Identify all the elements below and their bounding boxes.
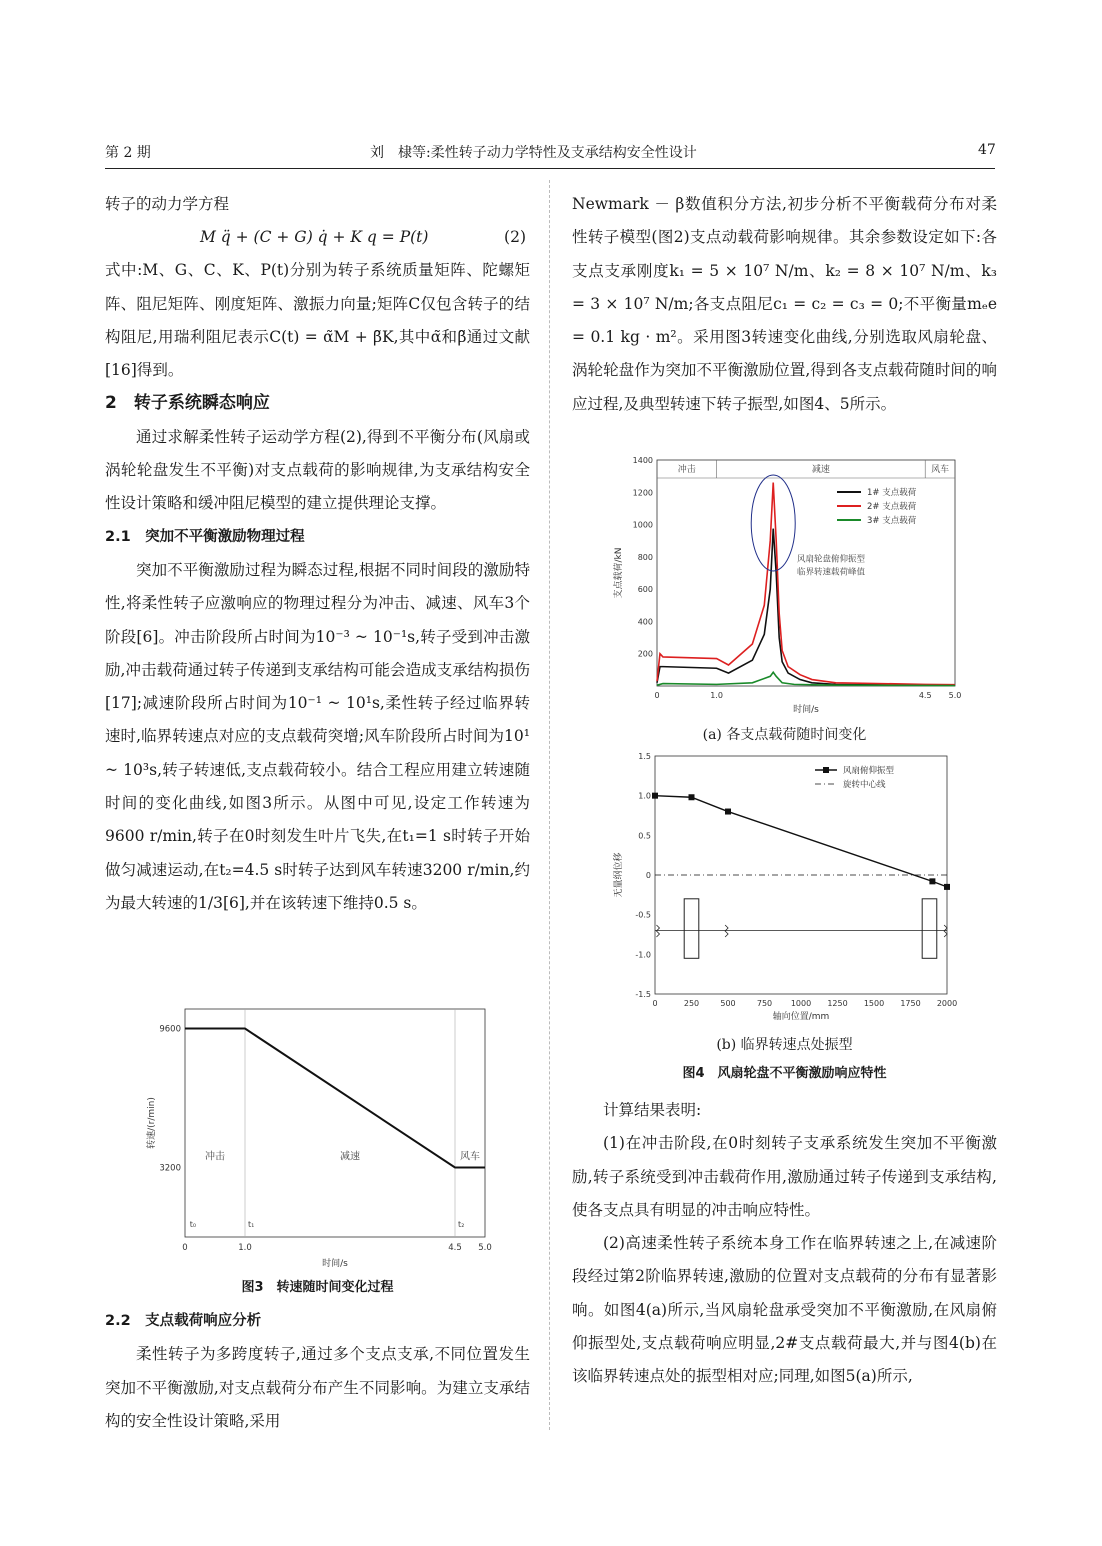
y-tick-label: 1000 [632, 520, 653, 530]
subsection-heading-2-2: 2.2 支点载荷响应分析 [105, 1313, 262, 1329]
y-axis-label: 无量纲位移 [614, 852, 624, 898]
right-column-bottom [572, 1094, 997, 1394]
x-tick-label: 0 [652, 999, 658, 1008]
figure-3-chart [140, 995, 520, 1270]
y-tick-label: 0 [645, 871, 651, 880]
phase-label: 冲击 [205, 1151, 225, 1163]
series-line-1 [657, 529, 955, 686]
y-tick-label: 200 [637, 649, 653, 659]
y-tick-label: 600 [637, 585, 653, 595]
paragraph-newmark: Newmark － β数值积分方法,初步分析不平衡载荷分布对柔性转子模型(图2)支点动载荷影响规律。其余参数设定如下:各支点支承刚度k₁ = 5 × 10⁷ N/m、k₂ = 8 × 10⁷ N/m、k₃ = 3 × 10⁷ N/m;各支点阻尼c₁ = c₂ = c₃ = 0;不平衡量mₑe = 0.1 kg · m²。采用图3转速变化曲线,分别选取风扇轮盘、涡轮轮盘作为突加不平衡激励位置,得到各支点载荷随时间的响应过程,及典型转速下转子振型,如图4、5所示。 [572, 195, 997, 413]
left-column [105, 188, 530, 920]
equation-intro: 转子的动力学方程 [105, 195, 230, 213]
x-tick-label: 1000 [790, 999, 812, 1008]
x-axis-label: 轴向位置/mm [772, 1012, 830, 1022]
legend-label: 3# 支点载荷 [867, 516, 917, 526]
series-line-2 [657, 483, 955, 685]
bearing-spring-icon [656, 925, 659, 937]
x-tick-label: 0 [654, 691, 660, 700]
left-column-bottom [105, 1305, 530, 1438]
figure-4b [605, 750, 965, 1030]
phase-label: 风车 [931, 465, 950, 475]
result-1: (1)在冲击阶段,在0时刻转子支承系统发生突加不平衡激励,转子系统受到冲击载荷作用,激励通过转子传递到支承结构,使各支点具有明显的冲击响应特性。 [572, 1134, 997, 1219]
y-tick-label: 1.0 [638, 791, 651, 801]
right-column-top [572, 188, 997, 421]
y-tick-label: 3200 [159, 1163, 181, 1174]
legend-marker [823, 767, 829, 773]
equation-explanation: 式中:M、G、C、K、P(t)分别为转子系统质量矩阵、陀螺矩阵、阻尼矩阵、刚度矩阵、激振力向量;矩阵C仅包含转子的结构阻尼,用瑞利阻尼表示C(t) = α̃M + β̃K,其中α̃和β̃通过文献[16]得到。 [105, 261, 530, 380]
y-tick-label: 1.5 [638, 752, 651, 761]
plot-frame [185, 1009, 485, 1237]
peak-annotation: 临界转速载荷峰值 [797, 567, 866, 578]
figure-4b-chart [605, 750, 965, 1030]
figure-4-caption: 图4 风扇轮盘不平衡激励响应特性 [682, 1066, 887, 1081]
figure-3 [140, 995, 520, 1270]
y-tick-label: 1200 [632, 488, 653, 498]
y-tick-label: 400 [637, 617, 653, 627]
x-tick-label: 5.0 [478, 1243, 492, 1253]
x-tick-label: 750 [756, 999, 773, 1008]
paragraph-2-2: 柔性转子为多跨度转子,通过多个支点支承,不同位置发生突加不平衡激励,对支点载荷分布产生不同影响。为建立支承结构的安全性设计策略,采用 [105, 1345, 530, 1430]
figure-3-caption: 图3 转速随时间变化过程 [241, 1280, 394, 1295]
x-tick-label: 250 [683, 999, 700, 1008]
y-tick-label: 9600 [159, 1024, 181, 1035]
time-marker: t₁ [248, 1220, 255, 1229]
legend-label: 风扇俯仰振型 [843, 766, 895, 776]
disk-rectangle [922, 899, 937, 959]
mode-shape-point [689, 794, 695, 800]
y-tick-label: -1.0 [635, 950, 651, 960]
x-tick-label: 500 [720, 999, 736, 1008]
y-axis-label: 转速/(r/min) [147, 1097, 157, 1149]
x-axis-label: 时间/s [793, 705, 819, 715]
x-axis-label: 时间/s [322, 1259, 348, 1269]
y-tick-label: 800 [637, 552, 653, 562]
legend-label: 1# 支点载荷 [867, 488, 917, 498]
y-tick-label: -0.5 [635, 910, 651, 920]
y-tick-label: -1.5 [635, 990, 651, 999]
figure-4a [605, 452, 965, 717]
column-divider [549, 180, 550, 1430]
x-tick-label: 2000 [936, 999, 958, 1008]
figure-4a-caption: (a) 各支点载荷随时间变化 [702, 727, 867, 743]
speed-curve [185, 1029, 485, 1168]
issue-number: 第 2 期 [105, 145, 151, 161]
y-tick-label: 0.5 [638, 831, 651, 841]
phase-label: 减速 [811, 465, 830, 475]
x-tick-label: 5.0 [948, 691, 962, 700]
paragraph-sec2: 通过求解柔性转子运动学方程(2),得到不平衡分布(风扇或涡轮轮盘发生不平衡)对支点载荷的影响规律,为支承结构安全性设计策略和缓冲阻尼模型的建立提供理论支撑。 [105, 427, 530, 513]
disk-rectangle [684, 899, 699, 959]
figure-4a-chart [605, 452, 965, 717]
result-2: (2)高速柔性转子系统本身工作在临界转速之上,在减速阶段经过第2阶临界转速,激励的位置对支点载荷的分布有显著影响。如图4(a)所示,当风扇轮盘承受突加不平衡激励,在风扇俯仰振型处,支点载荷响应明显,2#支点载荷最大,并与图4(b)在该临界转速点处的振型相对应;同理,如图5(a)所示, [572, 1234, 997, 1386]
equation-2 [105, 221, 530, 254]
legend-label: 旋转中心线 [843, 780, 886, 790]
time-marker: t₀ [189, 1220, 197, 1229]
subsection-heading-2-1: 2.1 突加不平衡激励物理过程 [105, 528, 305, 545]
y-tick-label: 1400 [632, 456, 653, 465]
x-tick-label: 4.5 [918, 691, 932, 700]
mode-shape-line [655, 796, 947, 887]
peak-annotation: 风扇轮盘俯仰振型 [797, 554, 866, 565]
x-tick-label: 4.5 [448, 1243, 462, 1253]
phase-label: 减速 [340, 1151, 360, 1163]
x-tick-label: 1.0 [710, 691, 723, 700]
mode-shape-point [944, 884, 950, 890]
running-title: 刘 棣等:柔性转子动力学特性及支承结构安全性设计 [370, 145, 697, 161]
x-tick-label: 1750 [900, 999, 921, 1008]
equation-number: (2) [504, 228, 526, 247]
x-tick-label: 1250 [827, 999, 848, 1008]
phase-label: 风车 [460, 1151, 480, 1163]
phase-label: 冲击 [677, 465, 696, 475]
section-heading-2: 2 转子系统瞬态响应 [105, 393, 270, 414]
mode-shape-point [652, 793, 658, 799]
x-tick-label: 0 [182, 1243, 188, 1253]
paragraph-2-1: 突加不平衡激励过程为瞬态过程,根据不同时间段的激励特性,将柔性转子应激响应的物理过程分为冲击、减速、风车3个阶段[6]。冲击阶段所占时间为10⁻³ ~ 10⁻¹s,转子受到冲击激励,冲击载荷通过转子传递到支承结构可能会造成支承结构损伤[17];减速阶段所占时间为10⁻¹ ~ 10¹s,柔性转子经过临界转速时,临界转速点对应的支点载荷突增;风车阶段所占时间为10¹ ~ 10³s,转子转速低,支点载荷较小。结合工程应用建立转速随时间的变化曲线,如图3所示。从图中可见,设定工作转速为9600 r/min,转子在0时刻发生叶片飞失,在t₁=1 s时转子开始做匀减速运动,在t₂=4.5 s时转子达到风车转速3200 r/min,约为最大转速的1/3[6],并在该转速下维持0.5 s。 [105, 560, 530, 912]
y-axis-label: 支点载荷/kN [614, 547, 624, 599]
header-rule [105, 168, 995, 169]
mode-shape-point [725, 809, 731, 815]
results-intro: 计算结果表明: [603, 1101, 702, 1119]
x-tick-label: 1500 [863, 999, 885, 1008]
mode-shape-point [929, 878, 935, 884]
time-marker: t₂ [458, 1220, 465, 1229]
x-tick-label: 1.0 [238, 1243, 252, 1253]
equation-text: M q̈ + (C + G) q̇ + K q = P(t) [200, 228, 429, 247]
legend-label: 2# 支点载荷 [867, 502, 917, 512]
bearing-spring-icon [725, 925, 728, 937]
figure-4b-caption: (b) 临界转速点处振型 [716, 1037, 853, 1053]
page-number: 47 [978, 142, 996, 158]
